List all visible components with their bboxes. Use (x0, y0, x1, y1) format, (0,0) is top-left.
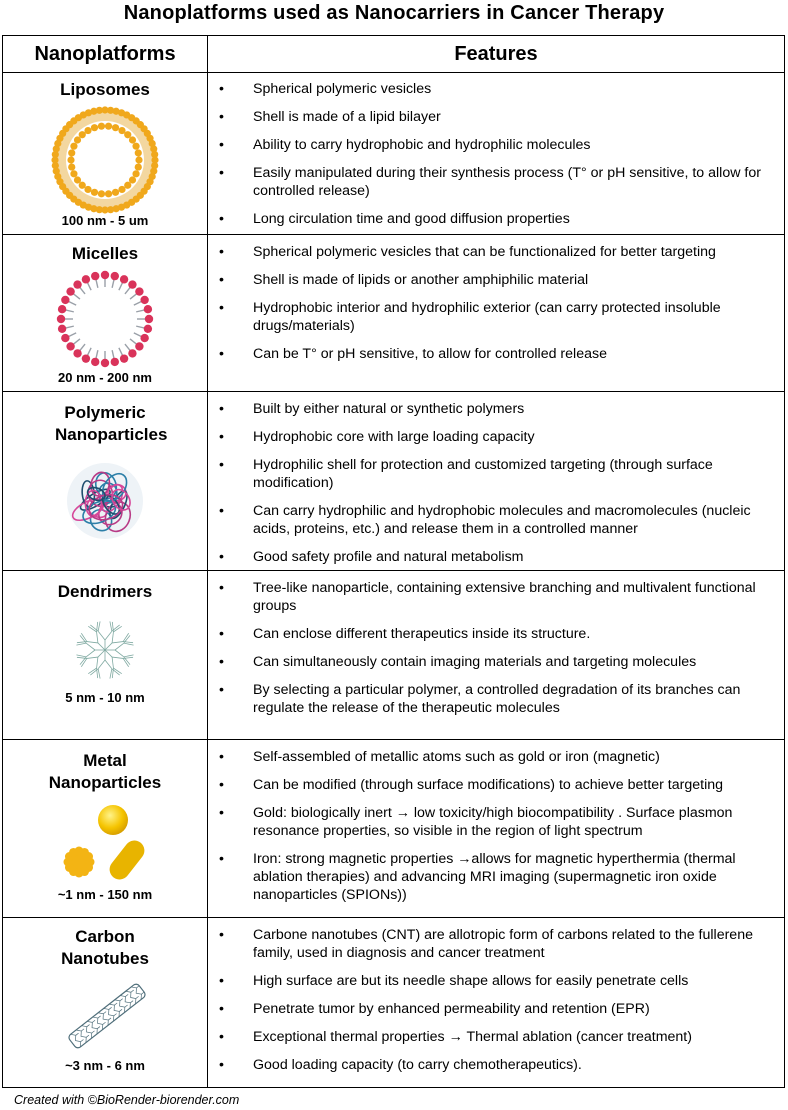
row-name-dendrimers: Dendrimers (57, 582, 153, 601)
row-size-dendrimers: 5 nm - 10 nm (65, 690, 145, 705)
row-name-micelles: Micelles (71, 244, 139, 263)
gold-nanostar-icon (64, 847, 95, 878)
row-divider (3, 917, 784, 918)
metal-nanoparticles-illustration-icon (61, 804, 151, 884)
column-divider (207, 36, 208, 1087)
row-name-polymeric-nanoparticles: Polymeric Nanoparticles (55, 403, 168, 444)
row-divider (3, 234, 784, 235)
row-size-liposomes: 100 nm - 5 um (61, 213, 149, 228)
credit-line: Created with ©BioRender-biorender.com (14, 1093, 240, 1107)
row-divider (3, 739, 784, 740)
row-divider (3, 72, 784, 73)
row-divider (3, 570, 784, 571)
row-name-liposomes: Liposomes (60, 80, 150, 99)
micelle-illustration-icon (56, 270, 154, 368)
gold-nanorod-icon (106, 837, 149, 884)
liposome-illustration-icon (51, 106, 159, 214)
dendrimer-illustration-icon (73, 618, 137, 682)
header-nanoplatforms: Nanoplatforms (34, 43, 176, 65)
header-features: Features (454, 43, 538, 65)
row-size-metal-nanoparticles: ~1 nm - 150 nm (57, 887, 153, 902)
nanoplatforms-table: Nanoplatforms Features Liposomes 100 nm - 5 um • Spherical polymeric vesicles • Shell is made of a lipid bilayer • Ability to carry hydrophobic and hydrophilic molecules • Easily manipulated during their synthesis process (T° or pH sensitive, to allow for controlled release) • Long circulation time and good diffusion properties Micelles 20 nm - 200 nm • Spherical polymeric vesicles that can be functionalized for better targeting • Shell is made of lipids or another amphiphilic material • Hydrophobic interior and hydrophilic exterior (can carry protected insoluble drugs/materials) • Can be T° or pH sensitive, to allow for controlled release Polymeric Nanoparticles • Built by either natural or synthetic polymers • Hydrophobic core with large loading capacity • Hydrophilic shell for protection and customized targeting (through surface modification) • Can carry hydrophilic and hydrophobic molecules and macromolecules (nucleic acids, proteins, etc.) and release them in a controlled manner • Good safety profile and natural metabolism Dendrimers 5 nm - 10 nm • Tree-like nanoparticle, containing extensive branching and multivalent functional groups • Can enclose different therapeutics inside its structure. • Can simultaneously contain imaging materials and targeting molecules • By selecting a particular polymer, a controlled degradation of its branches can regulate the release of the therapeutic molecules Metal Nanoparticles ~1 nm - 150 nm • Self-assembled of metallic atoms such as gold or iron (magnetic) • Can be modified (through surface modifications) to achieve better targeting • Gold: biologically inert → low toxicity/high biocompatibility . Surface plasmon resonance properties, so visible in the region of light spectrum • Iron: strong magnetic properties →allows for magnetic hyperthermia (thermal ablation therapies) and advancing MRI imaging (supermagnetic iron oxide nanoparticles (SPIONs)) Carbon Nanotubes ~3 nm - 6 nm • Carbone nanotubes (CNT) are allotropic form of carbons related to the fullerene family, used in diagnosis and cancer treatment • High surface are but its needle shape allows for easily penetrate cells • Penetrate tumor by enhanced permeability and retention (EPR) • Exceptional thermal properties → Thermal ablation (cancer treatment) • Good loading capacity (to carry chemotherapeutics). (2, 35, 785, 1088)
carbon-nanotube-illustration-icon (65, 978, 149, 1054)
row-name-carbon-nanotubes: Carbon Nanotubes (61, 927, 149, 968)
row-name-metal-nanoparticles: Metal Nanoparticles (48, 751, 162, 792)
polymeric-nanoparticle-illustration-icon (63, 459, 147, 543)
gold-nanosphere-icon (98, 805, 128, 835)
page-title: Nanoplatforms used as Nanocarriers in Cancer Therapy (123, 2, 665, 24)
row-size-carbon-nanotubes: ~3 nm - 6 nm (65, 1058, 145, 1073)
row-size-micelles: 20 nm - 200 nm (58, 370, 152, 385)
row-divider (3, 391, 784, 392)
